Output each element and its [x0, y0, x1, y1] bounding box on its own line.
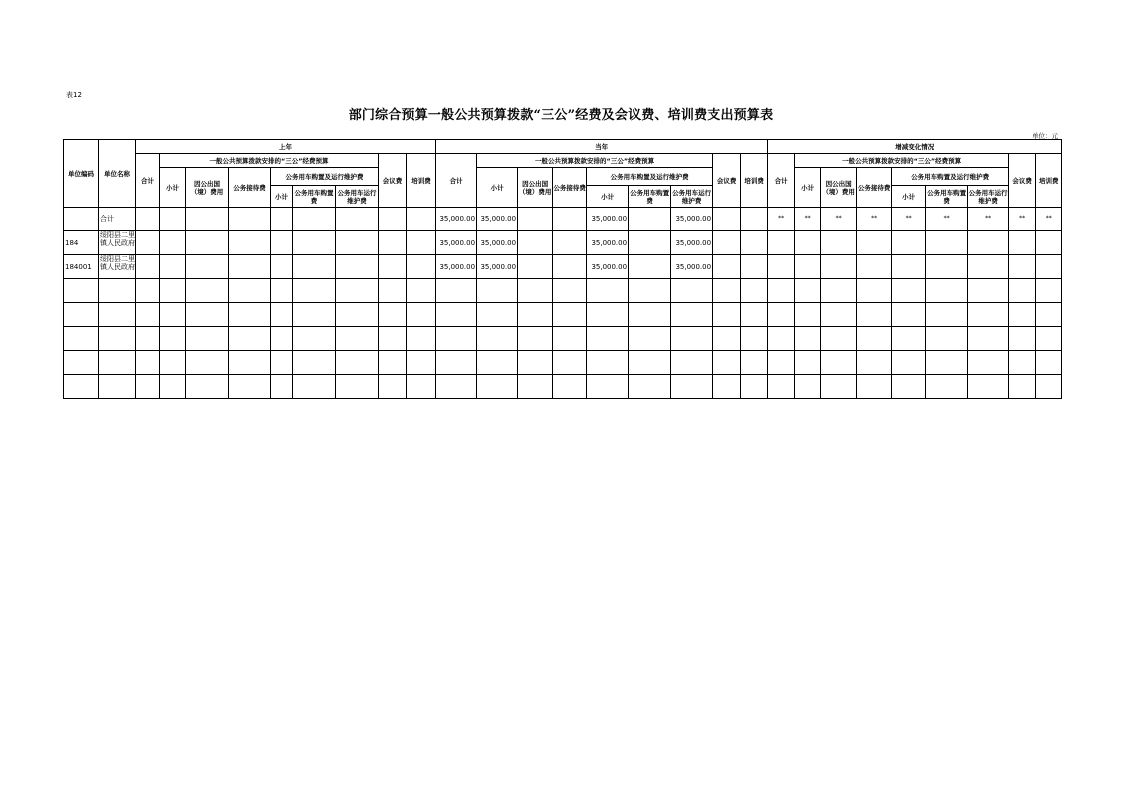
change-value-cell [1009, 327, 1036, 351]
unit-name-cell: 合计 [99, 208, 136, 231]
change-value-cell [1009, 351, 1036, 375]
prev-value-cell [379, 255, 407, 279]
curr-value-cell [671, 375, 713, 399]
curr-value-cell [713, 327, 741, 351]
prev-value-cell [407, 351, 436, 375]
curr-value-cell [518, 375, 553, 399]
unit-name-cell [99, 351, 136, 375]
header-prev-abroad: 因公出国（境）费用 [186, 168, 229, 208]
curr-value-cell [741, 231, 768, 255]
curr-value-cell: 35,000.00 [436, 231, 477, 255]
change-value-cell [821, 231, 857, 255]
header-curr-total: 合计 [436, 154, 477, 208]
prev-value-cell [136, 327, 160, 351]
change-value-cell: ** [795, 208, 821, 231]
curr-value-cell [671, 327, 713, 351]
curr-value-cell [553, 231, 587, 255]
prev-value-cell [293, 231, 336, 255]
prev-value-cell [293, 351, 336, 375]
prev-value-cell [407, 303, 436, 327]
prev-value-cell [379, 208, 407, 231]
curr-value-cell [477, 279, 518, 303]
prev-value-cell [271, 303, 293, 327]
prev-value-cell [136, 351, 160, 375]
curr-value-cell [629, 327, 671, 351]
curr-value-cell [741, 375, 768, 399]
prev-value-cell [407, 208, 436, 231]
change-value-cell [968, 327, 1009, 351]
prev-value-cell [229, 208, 271, 231]
prev-value-cell [136, 231, 160, 255]
prev-value-cell [160, 208, 186, 231]
prev-value-cell [336, 327, 379, 351]
curr-value-cell [713, 208, 741, 231]
curr-value-cell: 35,000.00 [587, 255, 629, 279]
change-value-cell [768, 303, 795, 327]
curr-value-cell [713, 303, 741, 327]
change-value-cell [926, 375, 968, 399]
header-curr-meeting: 会议费 [713, 154, 741, 208]
curr-value-cell [518, 303, 553, 327]
header-prev-year: 上年 [136, 140, 436, 154]
prev-value-cell [136, 303, 160, 327]
change-value-cell [857, 255, 892, 279]
header-curr-veh-buy: 公务用车购置费 [629, 186, 671, 208]
change-value-cell [768, 231, 795, 255]
change-value-cell [821, 279, 857, 303]
prev-value-cell [229, 327, 271, 351]
change-value-cell [1036, 303, 1062, 327]
unit-code-cell: 184001 [64, 255, 99, 279]
prev-value-cell [229, 255, 271, 279]
change-value-cell: ** [821, 208, 857, 231]
change-value-cell [926, 231, 968, 255]
curr-value-cell [671, 279, 713, 303]
header-curr-sangong: 一般公共预算拨款安排的“三公”经费预算 [477, 154, 713, 168]
prev-value-cell [136, 208, 160, 231]
header-prev-veh-buy: 公务用车购置费 [293, 186, 336, 208]
prev-value-cell [160, 375, 186, 399]
curr-value-cell [553, 208, 587, 231]
curr-value-cell: 35,000.00 [477, 208, 518, 231]
curr-value-cell [436, 327, 477, 351]
header-unit-name: 单位名称 [99, 140, 136, 208]
header-change-subtotal: 小计 [795, 168, 821, 208]
header-change: 增减变化情况 [768, 140, 1062, 154]
budget-table-body [64, 208, 1062, 399]
prev-value-cell [379, 351, 407, 375]
unit-name-text: 绥阳县二里镇人民政府 [100, 255, 135, 271]
prev-value-cell [336, 255, 379, 279]
change-value-cell [892, 375, 926, 399]
prev-value-cell [186, 375, 229, 399]
change-value-cell: ** [926, 208, 968, 231]
change-value-cell: ** [892, 208, 926, 231]
header-curr-veh-run: 公务用车运行维护费 [671, 186, 713, 208]
change-value-cell [795, 327, 821, 351]
prev-value-cell [160, 279, 186, 303]
prev-value-cell [160, 303, 186, 327]
unit-name-text [100, 279, 135, 302]
curr-value-cell [477, 327, 518, 351]
unit-name-cell [99, 375, 136, 399]
curr-value-cell: 35,000.00 [671, 255, 713, 279]
curr-value-cell [629, 255, 671, 279]
change-value-cell [1009, 231, 1036, 255]
curr-value-cell [553, 327, 587, 351]
table-row [64, 327, 1062, 351]
prev-value-cell [407, 231, 436, 255]
change-value-cell [968, 231, 1009, 255]
prev-value-cell [293, 327, 336, 351]
curr-value-cell [553, 279, 587, 303]
header-change-reception: 公务接待费 [857, 168, 892, 208]
unit-code-cell: 184 [64, 231, 99, 255]
curr-value-cell [629, 231, 671, 255]
prev-value-cell [186, 255, 229, 279]
curr-value-cell: 35,000.00 [436, 255, 477, 279]
change-value-cell [821, 375, 857, 399]
prev-value-cell [336, 208, 379, 231]
header-prev-subtotal: 小计 [160, 168, 186, 208]
header-change-veh-subtotal: 小计 [892, 186, 926, 208]
change-value-cell [795, 279, 821, 303]
header-curr-abroad: 因公出国（境）费用 [518, 168, 553, 208]
curr-value-cell [629, 279, 671, 303]
curr-value-cell [587, 375, 629, 399]
prev-value-cell [336, 375, 379, 399]
table-row [64, 375, 1062, 399]
unit-code-cell [64, 208, 99, 231]
budget-table [63, 139, 1062, 399]
change-value-cell [892, 231, 926, 255]
change-value-cell [968, 375, 1009, 399]
change-value-cell [968, 279, 1009, 303]
unit-name-cell [99, 327, 136, 351]
prev-value-cell [271, 208, 293, 231]
curr-value-cell [741, 303, 768, 327]
change-value-cell [968, 351, 1009, 375]
curr-value-cell [518, 208, 553, 231]
change-value-cell [1036, 279, 1062, 303]
curr-value-cell [713, 231, 741, 255]
header-curr-veh-subtotal: 小计 [587, 186, 629, 208]
curr-value-cell [587, 279, 629, 303]
curr-value-cell [518, 351, 553, 375]
change-value-cell [926, 351, 968, 375]
unit-name-cell [99, 231, 136, 255]
header-prev-veh-subtotal: 小计 [271, 186, 293, 208]
prev-value-cell [160, 231, 186, 255]
prev-value-cell [271, 375, 293, 399]
header-curr-reception: 公务接待费 [553, 168, 587, 208]
prev-value-cell [136, 375, 160, 399]
curr-value-cell [553, 351, 587, 375]
curr-value-cell: 35,000.00 [477, 231, 518, 255]
prev-value-cell [271, 327, 293, 351]
prev-value-cell [407, 279, 436, 303]
prev-value-cell [379, 231, 407, 255]
prev-value-cell [293, 375, 336, 399]
unit-name-cell [99, 279, 136, 303]
unit-code-cell [64, 351, 99, 375]
curr-value-cell [477, 351, 518, 375]
change-value-cell [768, 351, 795, 375]
prev-value-cell [229, 303, 271, 327]
header-curr-year: 当年 [436, 140, 768, 154]
curr-value-cell [713, 279, 741, 303]
curr-value-cell [477, 375, 518, 399]
change-value-cell [926, 255, 968, 279]
prev-value-cell [407, 255, 436, 279]
unit-name-text [100, 303, 135, 326]
unit-code-cell [64, 375, 99, 399]
change-value-cell [1036, 255, 1062, 279]
header-change-veh-buy: 公务用车购置费 [926, 186, 968, 208]
prev-value-cell [407, 375, 436, 399]
change-value-cell [968, 255, 1009, 279]
change-value-cell [795, 351, 821, 375]
change-value-cell [926, 303, 968, 327]
curr-value-cell: 35,000.00 [436, 208, 477, 231]
unit-code-cell [64, 279, 99, 303]
unit-name-text [100, 327, 135, 350]
header-prev-training: 培训费 [407, 154, 436, 208]
header-change-vehicle: 公务用车购置及运行维护费 [892, 168, 1009, 186]
change-value-cell [795, 303, 821, 327]
change-value-cell: ** [968, 208, 1009, 231]
change-value-cell [768, 279, 795, 303]
unit-label: 单位：元 [1032, 132, 1058, 140]
page-title: 部门综合预算一般公共预算拨款“三公”经费及会议费、培训费支出预算表 [348, 108, 774, 123]
unit-name-cell [99, 303, 136, 327]
table-row [64, 351, 1062, 375]
header-prev-reception: 公务接待费 [229, 168, 271, 208]
curr-value-cell: 35,000.00 [477, 255, 518, 279]
change-value-cell [1036, 231, 1062, 255]
curr-value-cell [436, 303, 477, 327]
curr-value-cell [741, 255, 768, 279]
change-value-cell [857, 279, 892, 303]
prev-value-cell [186, 327, 229, 351]
curr-value-cell [518, 231, 553, 255]
curr-value-cell [629, 351, 671, 375]
curr-value-cell: 35,000.00 [671, 231, 713, 255]
prev-value-cell [136, 279, 160, 303]
change-value-cell [892, 351, 926, 375]
change-value-cell [892, 255, 926, 279]
curr-value-cell [671, 351, 713, 375]
change-value-cell [892, 327, 926, 351]
header-prev-sangong: 一般公共预算拨款安排的“三公”经费预算 [160, 154, 379, 168]
change-value-cell [1036, 327, 1062, 351]
prev-value-cell [186, 351, 229, 375]
change-value-cell: ** [768, 208, 795, 231]
curr-value-cell [587, 327, 629, 351]
change-value-cell [857, 327, 892, 351]
table-row [64, 279, 1062, 303]
change-value-cell [857, 375, 892, 399]
change-value-cell: ** [857, 208, 892, 231]
header-prev-vehicle: 公务用车购置及运行维护费 [271, 168, 379, 186]
prev-value-cell [407, 327, 436, 351]
change-value-cell [857, 351, 892, 375]
curr-value-cell: 35,000.00 [587, 231, 629, 255]
prev-value-cell [379, 279, 407, 303]
prev-value-cell [271, 255, 293, 279]
prev-value-cell [229, 351, 271, 375]
change-value-cell [768, 255, 795, 279]
prev-value-cell [336, 231, 379, 255]
change-value-cell: ** [1036, 208, 1062, 231]
curr-value-cell [629, 375, 671, 399]
table-row [64, 208, 1062, 231]
curr-value-cell [436, 279, 477, 303]
change-value-cell [1009, 375, 1036, 399]
header-prev-total: 合计 [136, 154, 160, 208]
prev-value-cell [379, 327, 407, 351]
prev-value-cell [293, 303, 336, 327]
curr-value-cell [629, 303, 671, 327]
change-value-cell [795, 375, 821, 399]
header-curr-vehicle: 公务用车购置及运行维护费 [587, 168, 713, 186]
change-value-cell [857, 231, 892, 255]
change-value-cell [821, 327, 857, 351]
header-change-meeting: 会议费 [1009, 154, 1036, 208]
header-unit-code: 单位编码 [64, 140, 99, 208]
change-value-cell [1036, 375, 1062, 399]
change-value-cell [926, 279, 968, 303]
prev-value-cell [293, 279, 336, 303]
curr-value-cell [518, 279, 553, 303]
table-row [64, 255, 1062, 279]
change-value-cell [768, 375, 795, 399]
curr-value-cell [436, 351, 477, 375]
unit-code-cell [64, 327, 99, 351]
curr-value-cell [587, 303, 629, 327]
header-change-abroad: 因公出国（境）费用 [821, 168, 857, 208]
change-value-cell [795, 255, 821, 279]
table-row [64, 231, 1062, 255]
prev-value-cell [293, 208, 336, 231]
prev-value-cell [160, 327, 186, 351]
change-value-cell [795, 231, 821, 255]
header-curr-training: 培训费 [741, 154, 768, 208]
curr-value-cell [741, 351, 768, 375]
unit-name-text: 绥阳县二里镇人民政府 [100, 231, 135, 247]
table-number: 表12 [66, 91, 82, 99]
change-value-cell [892, 279, 926, 303]
curr-value-cell [741, 279, 768, 303]
curr-value-cell [587, 351, 629, 375]
prev-value-cell [136, 255, 160, 279]
table-row [64, 303, 1062, 327]
curr-value-cell: 35,000.00 [671, 208, 713, 231]
change-value-cell [768, 327, 795, 351]
header-change-total: 合计 [768, 154, 795, 208]
change-value-cell [821, 351, 857, 375]
unit-code-cell [64, 303, 99, 327]
change-value-cell [857, 303, 892, 327]
change-value-cell [892, 303, 926, 327]
prev-value-cell [379, 375, 407, 399]
prev-value-cell [379, 303, 407, 327]
header-prev-veh-run: 公务用车运行维护费 [336, 186, 379, 208]
header-change-sangong: 一般公共预算拨款安排的“三公”经费预算 [795, 154, 1009, 168]
header-curr-subtotal: 小计 [477, 168, 518, 208]
curr-value-cell [553, 255, 587, 279]
curr-value-cell [713, 351, 741, 375]
curr-value-cell [671, 303, 713, 327]
prev-value-cell [336, 279, 379, 303]
curr-value-cell [518, 327, 553, 351]
curr-value-cell [553, 303, 587, 327]
change-value-cell [821, 303, 857, 327]
header-change-veh-run: 公务用车运行维护费 [968, 186, 1009, 208]
change-value-cell [821, 255, 857, 279]
prev-value-cell [160, 351, 186, 375]
prev-value-cell [336, 303, 379, 327]
prev-value-cell [271, 231, 293, 255]
unit-name-text [100, 375, 135, 398]
curr-value-cell [713, 255, 741, 279]
curr-value-cell [553, 375, 587, 399]
change-value-cell [968, 303, 1009, 327]
change-value-cell [1009, 303, 1036, 327]
prev-value-cell [336, 351, 379, 375]
curr-value-cell [713, 375, 741, 399]
prev-value-cell [271, 279, 293, 303]
prev-value-cell [186, 231, 229, 255]
change-value-cell [1009, 255, 1036, 279]
change-value-cell: ** [1009, 208, 1036, 231]
curr-value-cell: 35,000.00 [587, 208, 629, 231]
curr-value-cell [741, 327, 768, 351]
prev-value-cell [271, 351, 293, 375]
curr-value-cell [741, 208, 768, 231]
prev-value-cell [186, 279, 229, 303]
curr-value-cell [518, 255, 553, 279]
prev-value-cell [293, 255, 336, 279]
header-prev-meeting: 会议费 [379, 154, 407, 208]
header-change-training: 培训费 [1036, 154, 1062, 208]
curr-value-cell [629, 208, 671, 231]
prev-value-cell [160, 255, 186, 279]
prev-value-cell [186, 303, 229, 327]
prev-value-cell [186, 208, 229, 231]
curr-value-cell [436, 375, 477, 399]
change-value-cell [1009, 279, 1036, 303]
unit-name-cell [99, 255, 136, 279]
unit-name-text [100, 351, 135, 374]
prev-value-cell [229, 231, 271, 255]
prev-value-cell [229, 279, 271, 303]
change-value-cell [926, 327, 968, 351]
curr-value-cell [477, 303, 518, 327]
prev-value-cell [229, 375, 271, 399]
change-value-cell [1036, 351, 1062, 375]
